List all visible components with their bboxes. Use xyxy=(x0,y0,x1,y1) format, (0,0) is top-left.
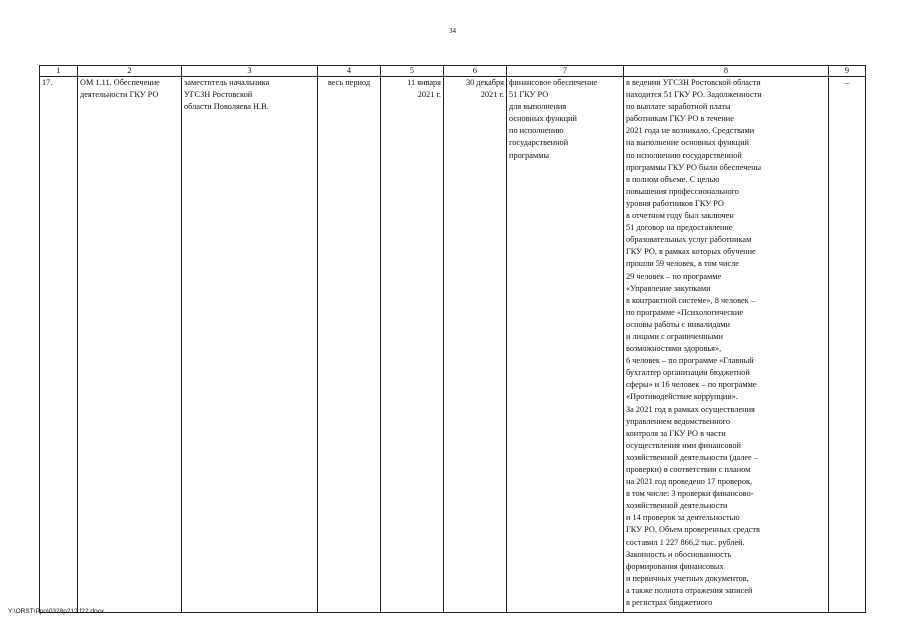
text-line: и лицами с ограниченными xyxy=(626,331,724,341)
text-line: основных функций xyxy=(509,114,577,124)
col-header-7: 7 xyxy=(507,66,624,77)
start-date-cell xyxy=(381,77,444,613)
text-line: 29 человек – по программе xyxy=(626,271,722,281)
text-line: и 14 проверок за деятельностью xyxy=(626,513,740,523)
text-line: проверки) в соответствии с планом xyxy=(626,465,751,474)
text-line: 51 договор на предоставление xyxy=(626,223,733,233)
responsible-cell xyxy=(182,77,318,613)
text-line: находится 51 ГКУ РО. Задолженности xyxy=(626,90,762,100)
text-line: 6 человек – по программе «Главный xyxy=(626,356,754,366)
end-date-cell xyxy=(444,77,507,613)
row-number-cell: 17. xyxy=(40,77,78,613)
text-line: составил 1 227 866,2 тыс. рублей. xyxy=(626,537,745,547)
text-line: по программе «Психологические xyxy=(626,307,744,317)
header-row xyxy=(40,66,866,77)
col-header-3: 3 xyxy=(182,66,318,77)
text-line: управлением ведомственного xyxy=(626,416,731,426)
text-line: контроля за ГКУ РО в части xyxy=(626,428,726,438)
text-line: по исполнению xyxy=(509,126,564,136)
col-header-8: 8 xyxy=(624,66,829,77)
measure-cell xyxy=(78,77,182,613)
text-line: работникам ГКУ РО в течение xyxy=(626,114,734,124)
text-line: образовательных услуг работникам xyxy=(626,235,752,245)
text-line: хозяйственной деятельности (далее – xyxy=(626,452,758,462)
text-line: государственной xyxy=(509,138,569,148)
text-line: для выполнения xyxy=(509,102,567,112)
text-line: уровня работников ГКУ РО xyxy=(626,198,724,208)
text-line: на выполнение основных функций xyxy=(626,138,749,148)
text-line: в отчетном году был заключен xyxy=(626,211,734,221)
text-line: За 2021 год в рамках осуществления xyxy=(626,404,755,414)
text-line: в полном объеме. С целью xyxy=(626,174,720,184)
text-line: ГКУ РО, в рамках которых обучение xyxy=(626,247,756,257)
text-line: области Поволяева Н.В. xyxy=(184,102,269,112)
text-line: основы работы с инвалидами xyxy=(626,319,730,329)
text-line: «Противодействие коррупции». xyxy=(626,392,739,402)
text-line: УГСЗН Ростовской xyxy=(184,90,253,100)
text-line: по исполнению государственной xyxy=(626,150,742,160)
deviation-cell: – xyxy=(829,77,866,613)
col-header-6: 6 xyxy=(444,66,507,77)
text-line: бухгалтер организации бюджетной xyxy=(626,368,750,378)
text-line: деятельности ГКУ РО xyxy=(80,90,159,100)
text-line: 2021 г. xyxy=(417,90,441,100)
col-header-5: 5 xyxy=(381,66,444,77)
text-line: 30 декабря xyxy=(465,78,504,87)
planned-result-cell xyxy=(507,77,624,613)
text-line: хозяйственной деятельности xyxy=(626,501,728,511)
col-header-4: 4 xyxy=(318,66,381,77)
text-line: в том числе: 3 проверки финансово- xyxy=(626,489,754,499)
table-row xyxy=(40,77,866,613)
text-line: «Управление закупками xyxy=(626,283,711,293)
text-line: 2021 г. xyxy=(480,90,504,100)
col-header-2: 2 xyxy=(78,66,182,77)
text-line: ОМ 1.11. Обеспечение xyxy=(80,78,160,87)
text-line: программы xyxy=(509,150,550,160)
footer-file-path: Y:\ORST\Ppo\0328p212.f22.docx xyxy=(8,608,105,615)
text-line: Законность и обоснованность xyxy=(626,549,732,559)
text-line: 51 ГКУ РО xyxy=(509,90,549,100)
report-table xyxy=(39,65,866,613)
text-line: 2021 года не возникало. Средствами xyxy=(626,126,755,136)
text-line: заместитель начальника xyxy=(184,78,270,87)
text-line: по выплате заработной платы xyxy=(626,102,731,112)
text-line: сферы» и 16 человек – по программе xyxy=(626,380,757,390)
text-line: в регистрах бюджетного xyxy=(626,598,713,608)
text-line: а также полнота отражения записей xyxy=(626,585,753,595)
text-line: прошли 59 человек, в том числе xyxy=(626,259,739,269)
text-line: в ведении УГСЗН Ростовской области xyxy=(626,78,761,87)
col-header-9: 9 xyxy=(829,66,866,77)
text-line: ГКУ РО. Объем проверенных средств xyxy=(626,525,760,535)
page-number: 34 xyxy=(449,27,456,35)
text-line: и первичных учетных документов, xyxy=(626,573,749,583)
text-line: осуществления ими финансовой xyxy=(626,440,741,450)
text-line: финансовое обеспечение xyxy=(509,78,598,87)
text-line: на 2021 год проведено 17 проверок, xyxy=(626,477,753,487)
text-line: повышения профессионального xyxy=(626,186,739,196)
text-line: формирования финансовых xyxy=(626,561,724,571)
period-cell: весь период xyxy=(318,77,381,613)
actual-result-cell xyxy=(624,77,829,613)
text-line: программы ГКУ РО были обеспечены xyxy=(626,162,762,172)
text-line: 11 января xyxy=(407,78,441,87)
text-line: возможностями здоровья», xyxy=(626,344,722,354)
col-header-1: 1 xyxy=(40,66,78,77)
text-line: в контрактной системе», 8 человек – xyxy=(626,295,755,305)
